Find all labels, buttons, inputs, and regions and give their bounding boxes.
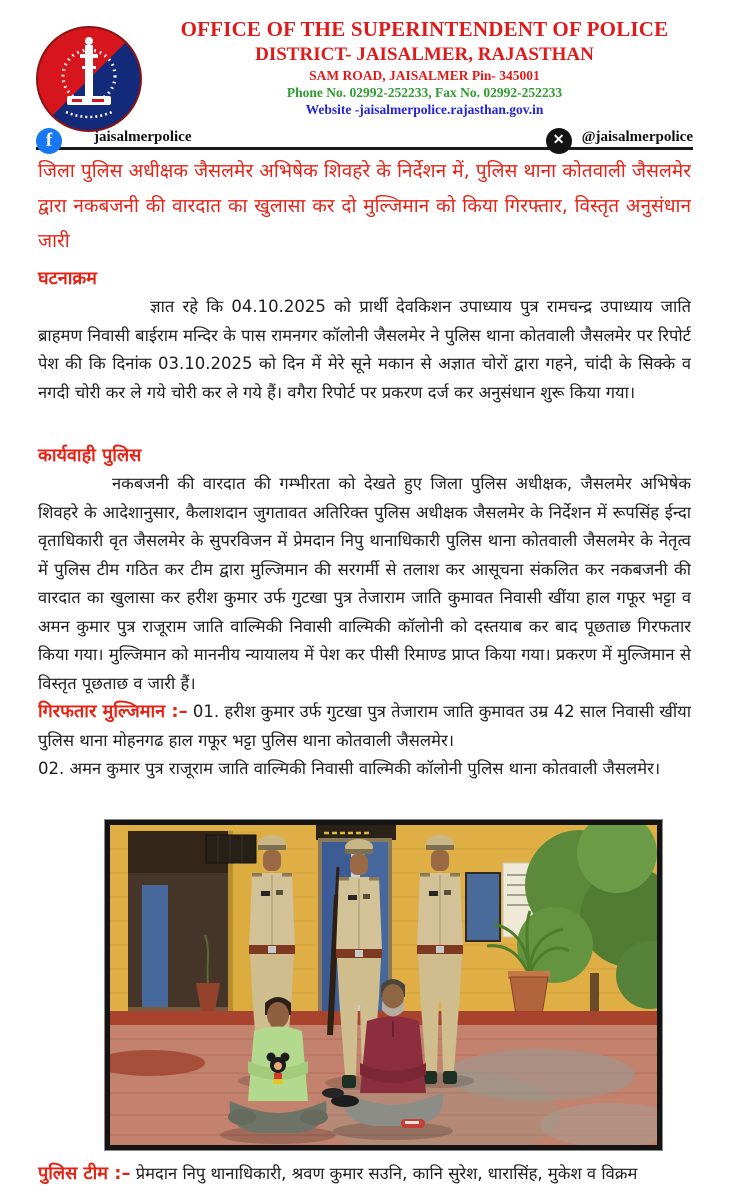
arrested-person-1: 01. हरीश कुमार उर्फ गुटखा पुत्र तेजाराम जाति कुमावत उम्र 42 साल निवासी खींया पुलिस थाना मोहनगढ हाल गफूर भट्टा पुलिस थाना कोतवाली जैसलमेर। — [38, 702, 691, 750]
arrested-label: गिरफतार मुल्जिमान :– — [38, 701, 188, 722]
arrested-person-entry-1 — [38, 698, 691, 755]
police-team-members: प्रेमदान निपु थानाधिकारी, श्रवण कुमार सउनि, कानि सुरेश, धारासिंह, मुकेश व विक्रम — [135, 1164, 638, 1183]
press-note-body — [0, 154, 729, 1190]
arrest-photo — [105, 820, 662, 1150]
district-title: DISTRICT- JAISALMER, RAJASTHAN — [255, 44, 594, 65]
facebook-handle[interactable]: jaisalmerpolice — [94, 129, 192, 145]
address-line: SAM ROAD, JAISALMER Pin- 345001 — [309, 68, 540, 83]
police-emblem — [36, 26, 142, 132]
letterhead — [0, 0, 729, 118]
website-link[interactable]: Website -jaisalmerpolice.rajasthan.gov.in — [305, 102, 544, 117]
arrested-person-2: 02. अमन कुमार पुत्र राजूराम जाति वाल्मिकी निवासी वाल्मिकी कॉलोनी पुलिस थाना कोतवाली जैसलमेर। — [38, 759, 661, 778]
incident-paragraph: ज्ञात रहे कि 04.10.2025 को प्रार्थी देवकिशन उपाध्याय पुत्र रामचन्द्र उपाध्याय जाति ब्राहमण निवासी बाईराम मन्दिर के पास रामनगर कॉलोनी जैसलमेर ने पुलिस थाना कोतवाली जैसलमेर पर रिपोर्ट पेश की कि दिनांक 03.10.2025 को दिन में मेरे सूने मकान से अज्ञात चोरों द्वारा गहने, चांदी के सिक्के व नगदी चोरी कर ले गये चोरी कर ले गये हैं। वगैरा रिपोर्ट पर प्रकरण दर्ज कर अनुसंधान शुरू किया गया। — [38, 297, 691, 402]
incident-section-heading: घटनाक्रम — [38, 268, 97, 289]
arrested-persons-section — [38, 698, 691, 812]
police-action-paragraph: नकबजनी की वारदात की गम्भीरता को देखते हुए जिला पुलिस अधीक्षक, जैसलमेर अभिषेक शिवहरे के आदेशानुसार, कैलाशदान जुगतावत अतिरिक्त पुलिस अधीक्षक जैसलमेर के निर्देशन में रूपसिंह ईन्दा वृताधिकारी वृत जैसलमेर के सुपरविजन में प्रेमदान निपु थानाधिकारी पुलिस थाना कोतवाली जैसलमेर के नेतृत्व में पुलिस टीम गठित कर टीम द्वारा मुल्जिमान की सरगर्मी से तलाश कर आसूचना संकलित कर नकबजनी की वारदात का खुलासा कर हरीश कुमार उर्फ गुटखा पुत्र तेजाराम जाति कुमावत निवासी खींया हाल गफूर भट्टा व अमन कुमार पुत्र राजूराम जाति वाल्मिकी निवासी वाल्मिकी कॉलोनी को दस्तयाब कर बाद पूछताछ गिरफतार किया गया। मुल्जिमान को माननीय न्यायालय में पेश कर पीसी रिमाण्ड प्राप्त किया गया। प्रकरण में मुल्जिमान से विस्तृत पूछताछ व जारी हैं। — [38, 474, 691, 693]
police-action-heading: कार्यवाही पुलिस — [38, 445, 142, 466]
phone-fax-line: Phone No. 02992-252233, Fax No. 02992-252233 — [286, 85, 563, 100]
press-headline: जिला पुलिस अधीक्षक जैसलमेर अभिषेक शिवहरे के निर्देशन में, पुलिस थाना कोतवाली जैसलमेर द्वारा नकबजनी की वारदात का खुलासा कर दो मुल्जिमान को किया गिरफ्तार, विस्तृत अनुसंधान जारी — [38, 160, 691, 252]
police-team-label: पुलिस टीम :– — [38, 1163, 131, 1184]
x-handle[interactable]: @jaisalmerpolice — [581, 129, 693, 145]
facebook-icon[interactable]: f — [36, 128, 62, 154]
rajasthan-police-logo-icon — [36, 26, 142, 132]
office-header-block — [150, 16, 699, 118]
office-title: OFFICE OF THE SUPERINTENDENT OF POLICE — [180, 17, 669, 41]
x-twitter-icon[interactable]: ✕ — [546, 128, 572, 154]
arrest-photo-scene — [110, 825, 657, 1145]
police-team-line — [38, 1160, 691, 1190]
